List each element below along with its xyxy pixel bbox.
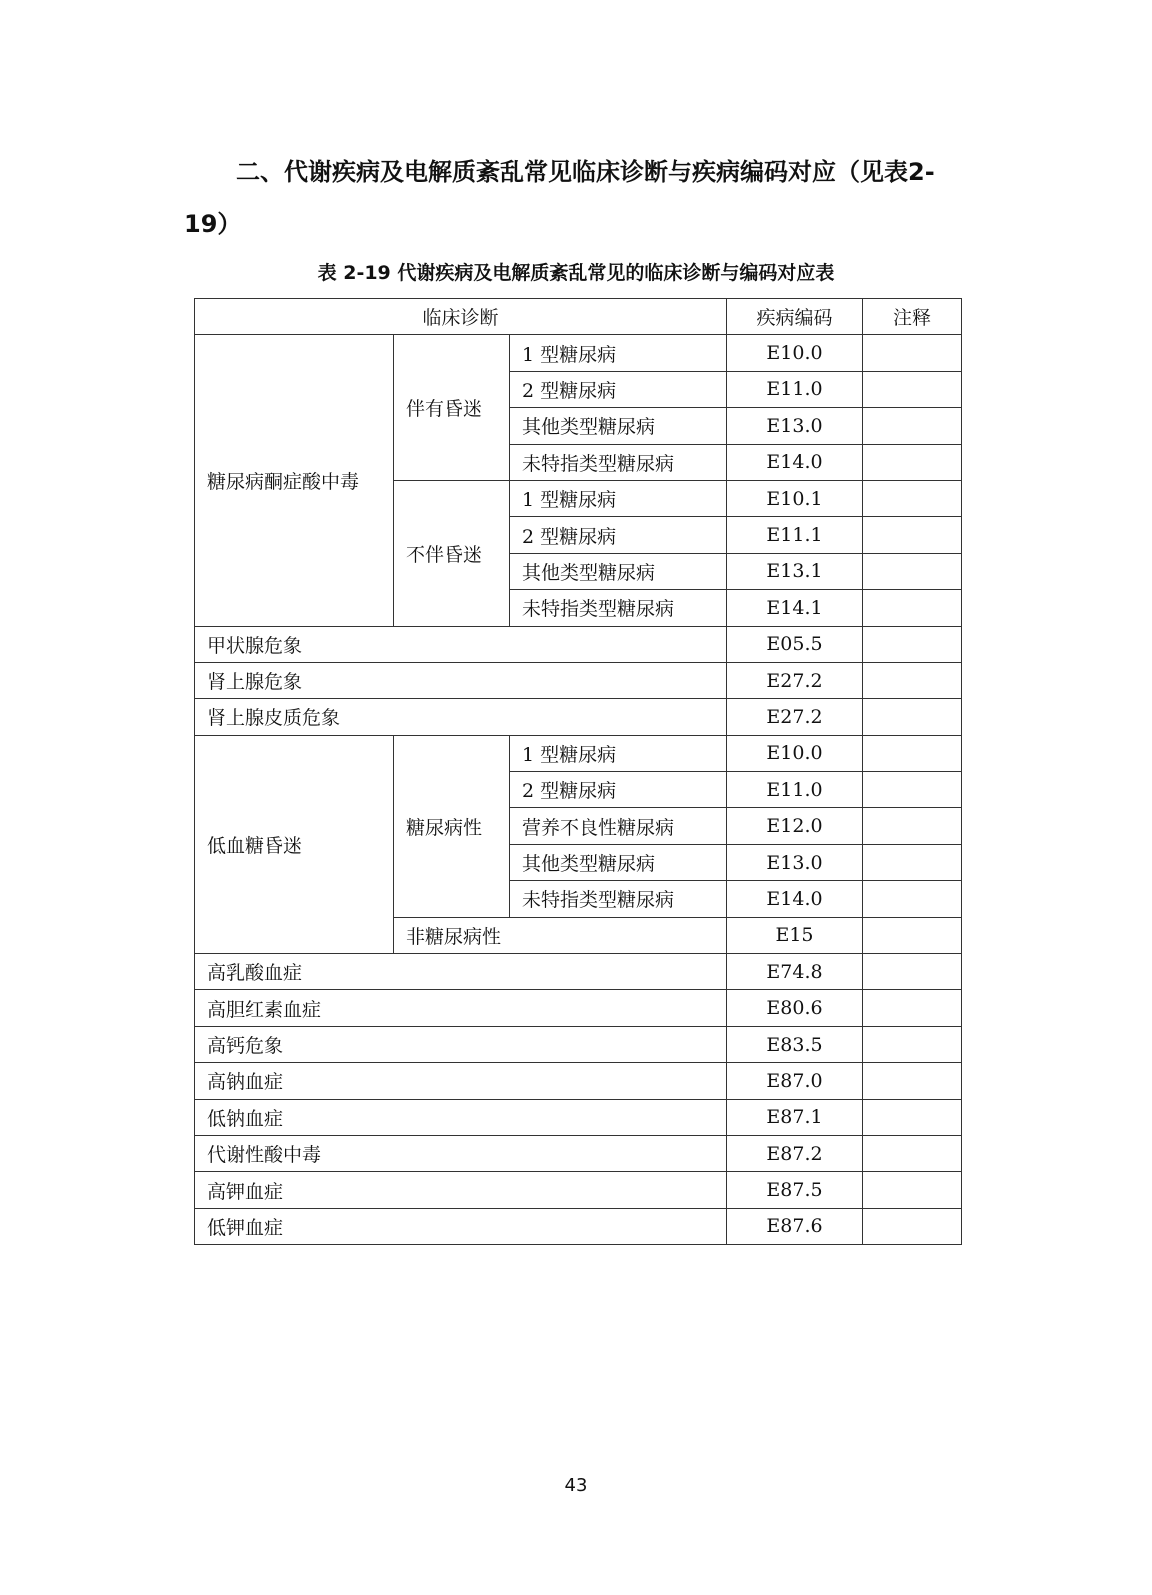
code-cell: E74.8: [727, 954, 863, 990]
diagnosis-cell: 高钾血症: [195, 1172, 727, 1208]
diabetes-type-cell: 未特指类型糖尿病: [510, 444, 727, 480]
note-cell: [863, 772, 962, 808]
code-cell: E80.6: [727, 990, 863, 1026]
diabetes-type-cell: 未特指类型糖尿病: [510, 590, 727, 626]
note-cell: [863, 371, 962, 407]
note-cell: [863, 1026, 962, 1062]
diabetes-type-cell: 2 型糖尿病: [510, 517, 727, 553]
diagnosis-cell: 肾上腺危象: [195, 662, 727, 698]
diabetes-type-cell: 未特指类型糖尿病: [510, 881, 727, 917]
note-cell: [863, 735, 962, 771]
note-cell: [863, 626, 962, 662]
note-cell: [863, 990, 962, 1026]
code-cell: E87.2: [727, 1135, 863, 1171]
code-cell: E13.1: [727, 553, 863, 589]
page-number: 43: [564, 1475, 588, 1496]
code-cell: E13.0: [727, 408, 863, 444]
code-cell: E11.0: [727, 371, 863, 407]
diagnosis-code-table: [194, 298, 962, 1245]
table-row: [195, 1135, 962, 1171]
note-cell: [863, 699, 962, 735]
note-cell: [863, 881, 962, 917]
note-cell: [863, 517, 962, 553]
table-row: [195, 699, 962, 735]
diagnosis-cell: 高乳酸血症: [195, 954, 727, 990]
code-cell: E14.0: [727, 881, 863, 917]
diagnosis-cell: 高钠血症: [195, 1063, 727, 1099]
subgroup-with-coma: 伴有昏迷: [394, 335, 510, 481]
note-cell: [863, 808, 962, 844]
code-cell: E27.2: [727, 699, 863, 735]
code-cell: E27.2: [727, 662, 863, 698]
note-cell: [863, 408, 962, 444]
note-cell: [863, 662, 962, 698]
diabetes-type-cell: 1 型糖尿病: [510, 480, 727, 516]
note-cell: [863, 1135, 962, 1171]
note-cell: [863, 954, 962, 990]
diagnosis-cell: 肾上腺皮质危象: [195, 699, 727, 735]
diagnosis-cell: 低钠血症: [195, 1099, 727, 1135]
diagnosis-group-hypoglycemic-coma: 低血糖昏迷: [195, 735, 394, 953]
diagnosis-group-dka: 糖尿病酮症酸中毒: [195, 335, 394, 626]
table-row: [195, 1208, 962, 1244]
table-row: [195, 990, 962, 1026]
note-cell: [863, 590, 962, 626]
note-cell: [863, 1172, 962, 1208]
table-row: [195, 662, 962, 698]
code-cell: E14.1: [727, 590, 863, 626]
table-row: [195, 335, 962, 371]
note-cell: [863, 1099, 962, 1135]
code-cell: E83.5: [727, 1026, 863, 1062]
code-cell: E87.5: [727, 1172, 863, 1208]
table-header-row: [195, 299, 962, 335]
diabetes-type-cell: 2 型糖尿病: [510, 371, 727, 407]
code-cell: E11.1: [727, 517, 863, 553]
subgroup-non-diabetic: 非糖尿病性: [394, 917, 727, 953]
diagnosis-cell: 低钾血症: [195, 1208, 727, 1244]
code-cell: E12.0: [727, 808, 863, 844]
table-row: [195, 1063, 962, 1099]
diagnosis-cell: 代谢性酸中毒: [195, 1135, 727, 1171]
diagnosis-cell: 高胆红素血症: [195, 990, 727, 1026]
code-cell: E10.0: [727, 735, 863, 771]
diabetes-type-cell: 其他类型糖尿病: [510, 553, 727, 589]
note-cell: [863, 917, 962, 953]
subgroup-without-coma: 不伴昏迷: [394, 480, 510, 626]
table-row: [195, 1099, 962, 1135]
code-cell: E15: [727, 917, 863, 953]
code-cell: E14.0: [727, 444, 863, 480]
code-cell: E87.6: [727, 1208, 863, 1244]
header-diagnosis: 临床诊断: [195, 299, 727, 335]
note-cell: [863, 335, 962, 371]
subgroup-diabetic: 糖尿病性: [394, 735, 510, 917]
note-cell: [863, 480, 962, 516]
table-row: [195, 1026, 962, 1062]
diabetes-type-cell: 1 型糖尿病: [510, 335, 727, 371]
note-cell: [863, 553, 962, 589]
code-cell: E10.1: [727, 480, 863, 516]
code-cell: E11.0: [727, 772, 863, 808]
header-code: 疾病编码: [727, 299, 863, 335]
note-cell: [863, 1063, 962, 1099]
note-cell: [863, 844, 962, 880]
diabetes-type-cell: 2 型糖尿病: [510, 772, 727, 808]
table-row: [195, 626, 962, 662]
diabetes-type-cell: 其他类型糖尿病: [510, 844, 727, 880]
header-note: 注释: [863, 299, 962, 335]
note-cell: [863, 444, 962, 480]
table-caption: 表 2-19 代谢疾病及电解质紊乱常见的临床诊断与编码对应表: [317, 262, 835, 284]
code-cell: E87.1: [727, 1099, 863, 1135]
table-row: [195, 1172, 962, 1208]
section-heading: 二、代谢疾病及电解质紊乱常见临床诊断与疾病编码对应（见表2-19）: [184, 158, 935, 238]
diabetes-type-cell: 1 型糖尿病: [510, 735, 727, 771]
diagnosis-cell: 甲状腺危象: [195, 626, 727, 662]
code-cell: E13.0: [727, 844, 863, 880]
diagnosis-cell: 高钙危象: [195, 1026, 727, 1062]
table-row: [195, 954, 962, 990]
diabetes-type-cell: 营养不良性糖尿病: [510, 808, 727, 844]
code-cell: E87.0: [727, 1063, 863, 1099]
code-cell: E10.0: [727, 335, 863, 371]
note-cell: [863, 1208, 962, 1244]
diabetes-type-cell: 其他类型糖尿病: [510, 408, 727, 444]
table-row: [195, 735, 962, 771]
code-cell: E05.5: [727, 626, 863, 662]
